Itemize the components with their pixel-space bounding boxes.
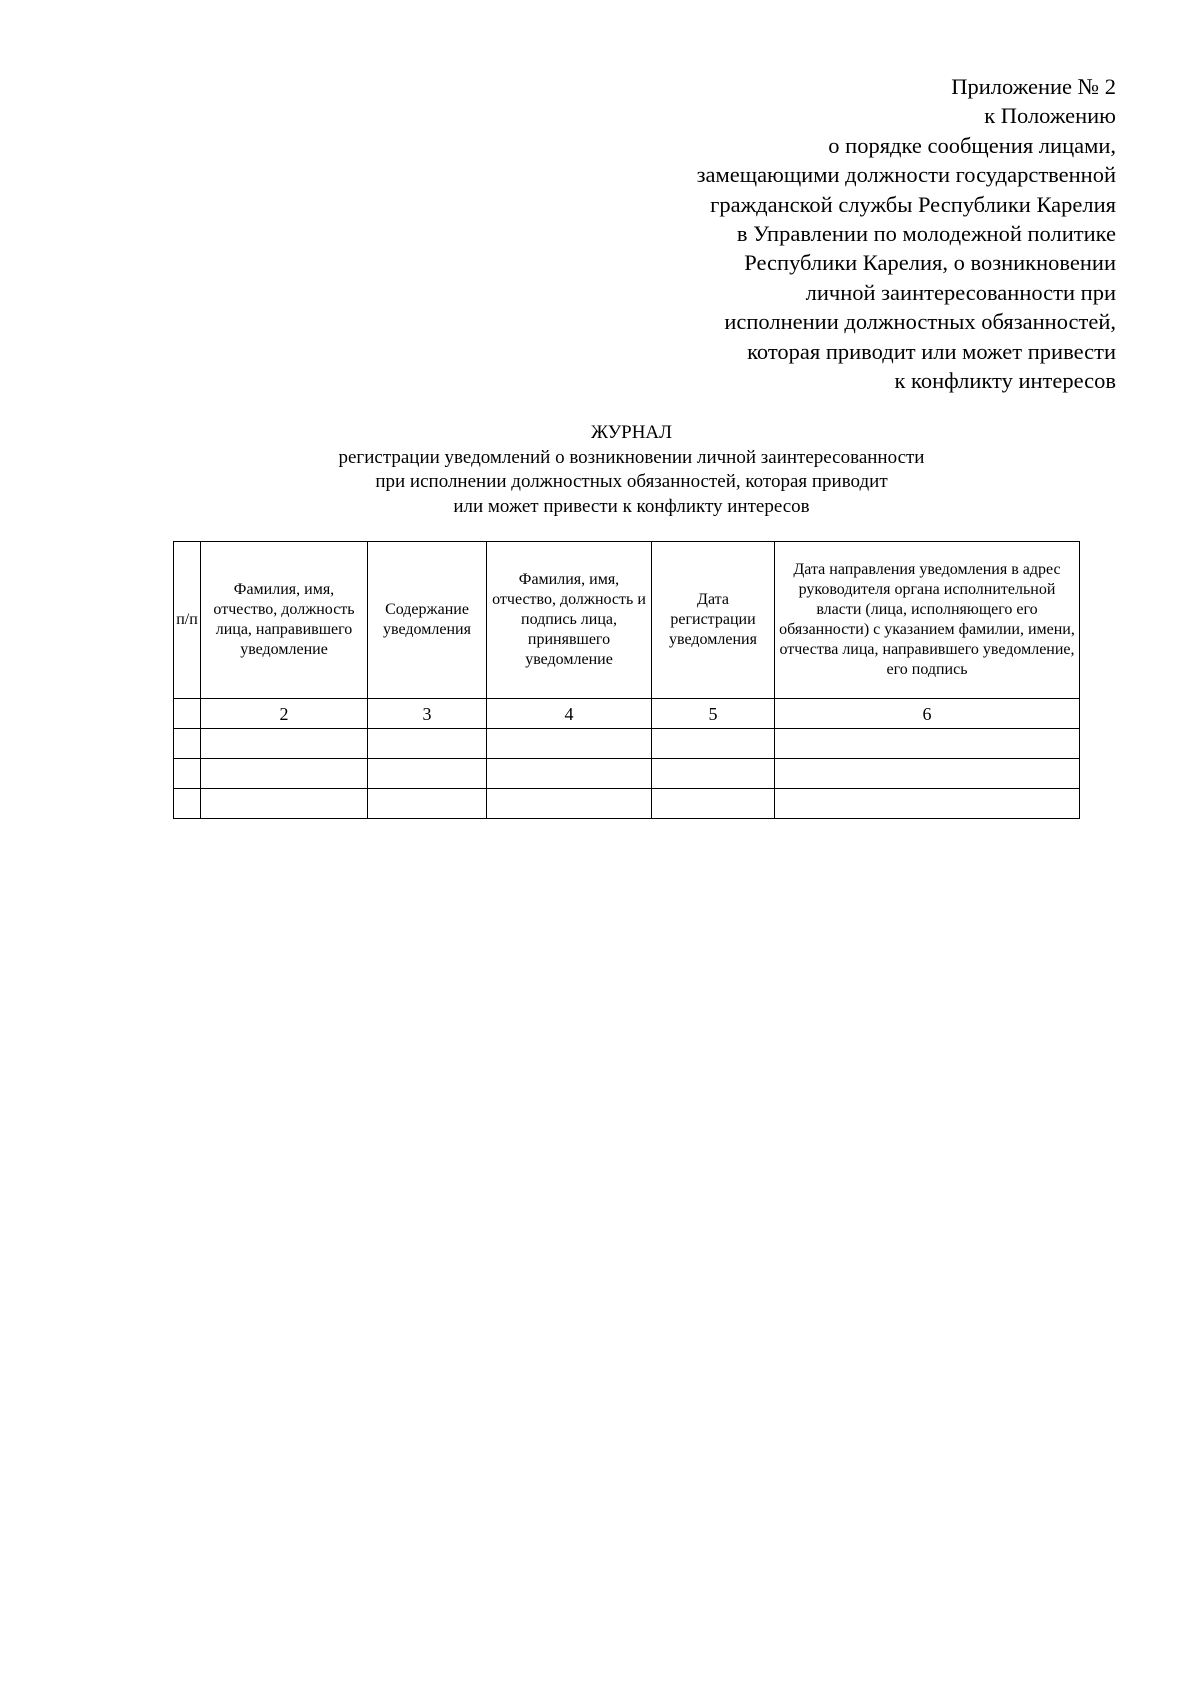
table-cell	[201, 789, 368, 819]
register-table	[173, 541, 1080, 819]
table-cell	[174, 759, 201, 789]
table-cell	[201, 759, 368, 789]
annex-block	[697, 72, 1116, 395]
annex-line: Республики Карелия, о возникновении	[744, 250, 1116, 276]
annex-line: к Положению	[984, 103, 1116, 129]
table-cell	[775, 759, 1080, 789]
journal-subtitle-line: или может привести к конфликту интересов	[453, 496, 810, 518]
table-cell	[201, 729, 368, 759]
table-cell	[487, 759, 652, 789]
column-number: 6	[775, 699, 1080, 729]
column-number: 5	[652, 699, 775, 729]
table-cell	[652, 729, 775, 759]
table-row	[174, 789, 1080, 819]
column-number: 4	[487, 699, 652, 729]
annex-line: исполнении должностных обязанностей,	[724, 309, 1116, 335]
table-cell	[775, 729, 1080, 759]
table-cell	[368, 759, 487, 789]
annex-line: о порядке сообщения лицами,	[828, 132, 1116, 158]
column-header-receiver: Фамилия, имя, отчество, должность и подпись лица, принявшего уведомление	[487, 542, 652, 699]
column-header-content: Содержание уведомления	[368, 542, 487, 699]
annex-line: гражданской службы Республики Карелия	[710, 191, 1116, 217]
table-row	[174, 759, 1080, 789]
annex-line: в Управлении по молодежной политике	[736, 221, 1116, 247]
table-row	[174, 729, 1080, 759]
annex-line: личной заинтересованности при	[805, 279, 1116, 305]
table-cell	[652, 789, 775, 819]
column-header-sender: Фамилия, имя, отчество, должность лица, направившего уведомление	[201, 542, 368, 699]
table-header-row	[174, 542, 1080, 699]
journal-heading: ЖУРНАЛ	[590, 422, 673, 443]
table-cell	[652, 759, 775, 789]
table-cell	[174, 789, 201, 819]
column-header-number: п/п	[174, 542, 201, 699]
table-cell	[775, 789, 1080, 819]
annex-line: Приложение № 2	[951, 74, 1116, 99]
column-header-registration-date: Дата регистрации уведомления	[652, 542, 775, 699]
column-number: 2	[201, 699, 368, 729]
table-cell	[487, 729, 652, 759]
journal-title-block	[173, 421, 1090, 520]
column-number: 3	[368, 699, 487, 729]
column-numbers-row	[174, 699, 1080, 729]
journal-subtitle-line: при исполнении должностных обязанностей, которая приводит	[375, 471, 888, 493]
annex-line: замещающими должности государственной	[696, 162, 1116, 188]
annex-line: которая приводит или может привести	[747, 338, 1116, 364]
annex-line: к конфликту интересов	[894, 368, 1116, 394]
journal-subtitle-line: регистрации уведомлений о возникновении личной заинтересованности	[338, 446, 925, 468]
table-cell	[487, 789, 652, 819]
table-cell	[368, 789, 487, 819]
table-cell	[368, 729, 487, 759]
table-cell	[174, 729, 201, 759]
column-header-forwarding-date: Дата направления уведомления в адрес руководителя органа исполнительной власти (лица, исполняющего его обязанности) с указанием фамилии, имени, отчества лица, направившего уведомление, его подпись	[775, 542, 1080, 699]
column-number	[174, 699, 201, 729]
